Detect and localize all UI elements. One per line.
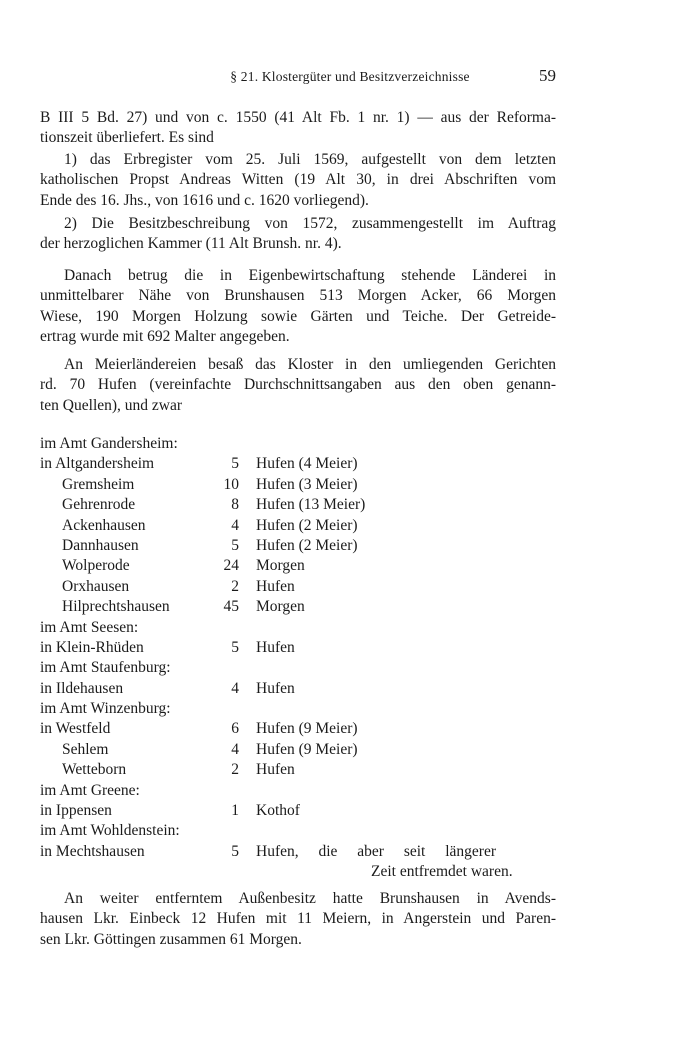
text-line: Wiese, 190 Morgen Holzung sowie Gärten und Teiche. Der Getreide-	[40, 307, 556, 325]
holding-description: Kothof	[256, 802, 300, 820]
table-row	[40, 699, 560, 719]
text-line: Ende des 16. Jhs., von 1616 und c. 1620 vorliegend).	[40, 191, 369, 209]
holding-amount: 4	[231, 679, 239, 697]
list-item-erbregister	[40, 150, 556, 211]
table-row	[40, 740, 560, 760]
place-name: in Klein-Rhüden	[40, 638, 144, 656]
place-name: Hilprechtshausen	[62, 598, 170, 616]
holding-description: Morgen	[256, 557, 305, 575]
holding-amount: 4	[231, 740, 239, 758]
place-name: Dannhausen	[62, 536, 139, 554]
place-name: in Ildehausen	[40, 679, 124, 697]
table-row	[40, 618, 560, 638]
holding-description: Hufen (13 Meier)	[256, 496, 366, 514]
paragraph-aussenbesitz	[40, 889, 556, 950]
text-line: Danach betrug die in Eigenbewirtschaftung stehende Länderei in	[64, 267, 556, 284]
text-line: 2) Die Besitzbeschreibung von 1572, zusammengestellt im Auftrag	[64, 215, 556, 232]
page-header	[0, 66, 700, 88]
holding-amount: 10	[223, 475, 239, 493]
table-row	[40, 454, 560, 474]
table-row	[40, 556, 560, 576]
holding-description: Morgen	[256, 598, 305, 616]
place-name: Orxhausen	[62, 577, 130, 595]
paragraph-eigenbewirtschaftung	[40, 266, 556, 348]
place-name: Wolperode	[62, 557, 130, 575]
holding-description: Hufen (2 Meier)	[256, 516, 358, 534]
district-heading: im Amt Gandersheim:	[40, 435, 178, 452]
holding-amount: 1	[231, 802, 239, 820]
place-name: Gremsheim	[62, 475, 135, 493]
place-name: Ackenhausen	[62, 516, 146, 534]
text-line: hausen Lkr. Einbeck 12 Hufen mit 11 Meiern, in Angerstein und Paren-	[40, 910, 556, 928]
list-item-besitzbeschreibung	[40, 214, 556, 255]
holding-amount: 24	[223, 557, 239, 575]
text-line: An Meierländereien besaß das Kloster in den umliegenden Gerichten	[64, 356, 556, 373]
table-row	[40, 475, 560, 495]
place-name: in Mechtshausen	[40, 842, 145, 860]
table-row	[40, 781, 560, 801]
holding-description: Hufen	[256, 679, 295, 697]
holding-description: Hufen	[256, 638, 295, 656]
table-row	[40, 597, 560, 617]
holding-amount: 5	[231, 455, 239, 473]
holding-description: Hufen (9 Meier)	[256, 720, 358, 738]
district-heading: im Amt Staufenburg:	[40, 659, 171, 677]
holdings-table	[40, 434, 560, 883]
holding-amount: 45	[223, 598, 239, 616]
place-name: Sehlem	[62, 740, 109, 758]
text-line: katholischen Propst Andreas Witten (19 Alt 30, in drei Abschriften vom	[40, 171, 556, 189]
text-line: ertrag wurde mit 692 Malter angegeben.	[40, 328, 290, 346]
text-line: sen Lkr. Göttingen zusammen 61 Morgen.	[40, 930, 302, 948]
text-line: unmittelbarer Nähe von Brunshausen 513 Morgen Acker, 66 Morgen	[40, 287, 556, 305]
text-line: An weiter entferntem Außenbesitz hatte Brunshausen in Avends-	[64, 890, 556, 907]
page-number: 59	[539, 66, 556, 85]
holding-description: Hufen (9 Meier)	[256, 740, 358, 758]
place-name: in Altgandersheim	[40, 455, 155, 473]
place-name: in Ippensen	[40, 802, 112, 820]
intro-paragraph	[40, 108, 556, 149]
district-heading: im Amt Wohldenstein:	[40, 822, 180, 840]
holding-amount: 2	[231, 577, 239, 595]
place-name: Gehrenrode	[62, 496, 136, 514]
paragraph-meierlaendereien	[40, 355, 556, 416]
holding-description: Hufen (4 Meier)	[256, 455, 358, 473]
table-row	[40, 495, 560, 515]
holding-amount: 5	[231, 536, 239, 554]
holding-amount: 4	[231, 516, 239, 534]
table-row	[40, 760, 560, 780]
holding-description: Hufen, die aber seit längerer	[256, 842, 496, 860]
table-row	[40, 638, 560, 658]
district-heading: im Amt Winzenburg:	[40, 700, 171, 718]
running-title: § 21. Klostergüter und Besitzverzeichnisse	[230, 69, 470, 84]
table-row	[40, 679, 560, 699]
holding-amount: 5	[231, 638, 239, 656]
table-row	[40, 658, 560, 678]
text-line: B III 5 Bd. 27) und von c. 1550 (41 Alt Fb. 1 nr. 1) — aus der Reforma-	[40, 109, 556, 126]
table-row	[40, 862, 560, 882]
place-name: Wetteborn	[62, 761, 127, 779]
table-row	[40, 577, 560, 597]
table-row	[40, 536, 560, 556]
text-line: rd. 70 Hufen (vereinfachte Durchschnittsangaben aus den oben genann-	[40, 376, 556, 394]
holding-description: Hufen (3 Meier)	[256, 475, 358, 493]
text-line: 1) das Erbregister vom 25. Juli 1569, aufgestellt von dem letzten	[64, 151, 556, 168]
table-row	[40, 516, 560, 536]
holding-description: Zeit entfremdet waren.	[371, 863, 513, 881]
holding-description: Hufen	[256, 761, 295, 779]
place-name: in Westfeld	[40, 720, 111, 738]
text-line: tionszeit überliefert. Es sind	[40, 129, 214, 147]
holding-amount: 6	[231, 720, 239, 738]
district-heading: im Amt Seesen:	[40, 618, 139, 636]
holding-amount: 5	[231, 842, 239, 860]
table-row	[40, 719, 560, 739]
holding-amount: 8	[231, 496, 239, 514]
holding-description: Hufen (2 Meier)	[256, 536, 358, 554]
table-row	[40, 434, 560, 454]
text-line: der herzoglichen Kammer (11 Alt Brunsh. nr. 4).	[40, 235, 342, 253]
holding-description: Hufen	[256, 577, 295, 595]
table-row	[40, 801, 560, 821]
text-line: ten Quellen), und zwar	[40, 396, 183, 414]
district-heading: im Amt Greene:	[40, 781, 140, 799]
table-row	[40, 842, 560, 862]
holding-amount: 2	[231, 761, 239, 779]
table-row	[40, 821, 560, 841]
